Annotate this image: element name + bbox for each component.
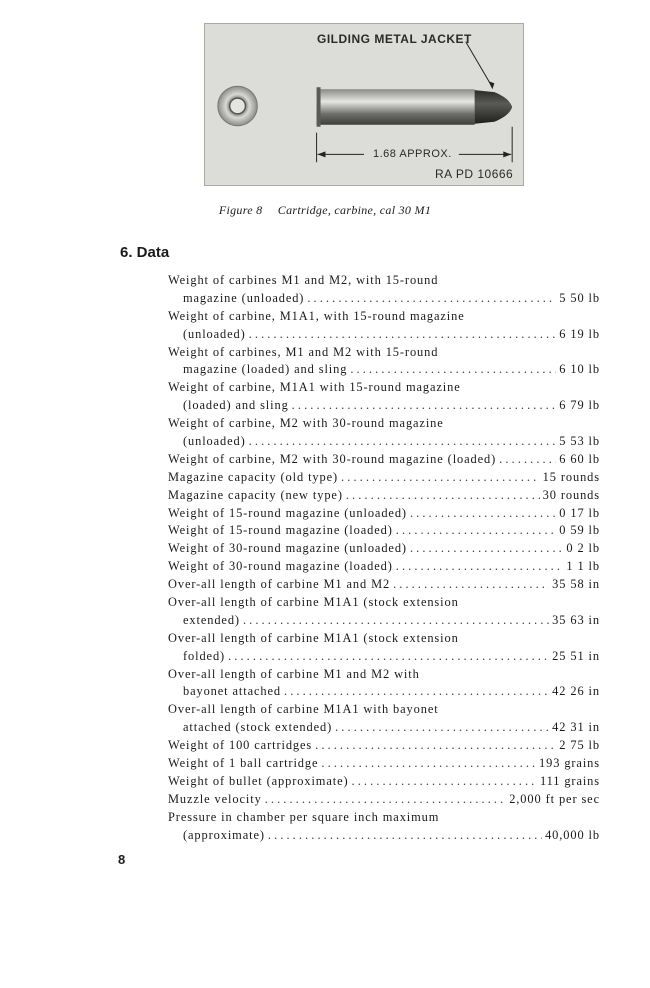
data-row-label: Weight of bullet (approximate)	[168, 773, 349, 788]
data-row-value: 0 17 lb	[559, 505, 600, 520]
data-row-value: 6 19 lb	[559, 326, 600, 341]
data-row	[168, 809, 600, 827]
dimension-label: 1.68 APPROX.	[373, 148, 452, 160]
data-row-value: 2 75 lb	[559, 738, 600, 753]
data-row	[168, 344, 600, 362]
leader-dots	[335, 719, 549, 737]
data-row	[168, 791, 600, 809]
data-row-label: Weight of carbine, M2 with 30-round magazine (loaded)	[168, 451, 497, 466]
data-row-value: 15 rounds	[542, 469, 600, 484]
figure-caption	[0, 203, 650, 218]
data-row-value: 1 1 lb	[566, 559, 600, 574]
data-row-value: 0 2 lb	[566, 541, 600, 556]
data-row-label: Magazine capacity (old type)	[168, 469, 339, 484]
data-row	[168, 773, 600, 791]
data-row-value: 30 rounds	[542, 487, 600, 502]
leader-dots	[249, 326, 557, 344]
data-row-label: attached (stock extended)	[183, 720, 333, 735]
data-row	[168, 827, 600, 845]
data-row	[168, 505, 600, 523]
data-row-label: (loaded) and sling	[183, 398, 289, 413]
data-row	[168, 308, 600, 326]
leader-dots	[396, 522, 557, 540]
data-row	[168, 630, 600, 648]
data-row-value: 0 59 lb	[559, 523, 600, 538]
data-row-value: 6 10 lb	[559, 362, 600, 377]
data-row	[168, 415, 600, 433]
data-row-value: 2,000 ft per sec	[509, 791, 600, 806]
data-row-label: Weight of 1 ball cartridge	[168, 756, 319, 771]
leader-dots	[265, 791, 507, 809]
leader-dots	[346, 487, 540, 505]
data-row-label: (unloaded)	[183, 434, 246, 449]
leader-dots	[249, 433, 557, 451]
data-row-label: Magazine capacity (new type)	[168, 487, 343, 502]
data-row-label: Over-all length of carbine M1A1 with bayonet	[168, 702, 439, 717]
caption-number: Figure 8	[218, 203, 263, 217]
leader-dots	[393, 576, 549, 594]
data-row-label: Weight of carbine, M2 with 30-round magazine	[168, 416, 444, 431]
data-row-value: 35 58 in	[552, 577, 600, 592]
data-row-label: extended)	[183, 612, 240, 627]
data-row-label: Weight of carbine, M1A1, with 15-round magazine	[168, 308, 465, 323]
data-row-value: 42 26 in	[552, 684, 600, 699]
leader-dots	[321, 755, 536, 773]
leader-dots	[352, 773, 537, 791]
figure-reference: RA PD 10666	[435, 167, 514, 181]
data-row	[168, 737, 600, 755]
data-row	[168, 272, 600, 290]
data-row-label: magazine (loaded) and sling	[183, 362, 348, 377]
data-row-label: Weight of 30-round magazine (loaded)	[168, 559, 393, 574]
data-row-label: Muzzle velocity	[168, 791, 262, 806]
leader-dots	[410, 540, 563, 558]
data-list	[168, 272, 600, 845]
data-row-label: Weight of 100 cartridges	[168, 738, 313, 753]
section-title: 6. Data	[120, 244, 170, 261]
data-row	[168, 469, 600, 487]
data-row-label: Pressure in chamber per square inch maximum	[168, 809, 440, 824]
data-row	[168, 576, 600, 594]
data-row-label: folded)	[183, 648, 226, 663]
data-row-value: 6 60 lb	[559, 451, 600, 466]
data-row	[168, 397, 600, 415]
leader-dots	[243, 612, 549, 630]
data-row-value: 193 grains	[539, 756, 600, 771]
leader-dots	[341, 469, 540, 487]
data-row	[168, 379, 600, 397]
leader-dots	[292, 397, 557, 415]
data-row-value: 111 grains	[539, 773, 600, 788]
data-row-label: Weight of carbines, M1 and M2 with 15-round	[168, 344, 439, 359]
data-row	[168, 612, 600, 630]
data-row	[168, 290, 600, 308]
data-row-label: Over-all length of carbine M1 and M2	[168, 577, 391, 592]
leader-dots	[315, 737, 556, 755]
data-row	[168, 433, 600, 451]
data-row	[168, 326, 600, 344]
data-row-label: Weight of 30-round magazine (unloaded)	[168, 541, 407, 556]
leader-dots	[350, 361, 556, 379]
data-row-label: Weight of carbine, M1A1 with 15-round magazine	[168, 380, 461, 395]
leader-dots	[284, 683, 549, 701]
data-row	[168, 451, 600, 469]
data-row	[168, 522, 600, 540]
data-row-label: Over-all length of carbine M1A1 (stock extension	[168, 630, 459, 645]
data-row	[168, 558, 600, 576]
data-row-value: 35 63 in	[552, 612, 600, 627]
data-row-label: Over-all length of carbine M1A1 (stock extension	[168, 595, 459, 610]
data-row-value: 40,000 lb	[545, 827, 600, 842]
caption-text: Cartridge, carbine, cal 30 M1	[277, 203, 432, 217]
data-row-value: 5 53 lb	[559, 434, 600, 449]
data-row-value: 25 51 in	[552, 648, 600, 663]
data-row	[168, 594, 600, 612]
data-row-value: 42 31 in	[552, 720, 600, 735]
cartridge-illustration	[205, 24, 523, 185]
leader-dots	[268, 827, 542, 845]
data-row	[168, 361, 600, 379]
jacket-label: GILDING METAL JACKET	[317, 32, 472, 46]
data-row-value: 6 79 lb	[559, 398, 600, 413]
data-row	[168, 487, 600, 505]
data-row-value: 5 50 lb	[559, 290, 600, 305]
data-row-label: Weight of carbines M1 and M2, with 15-round	[168, 273, 439, 287]
data-row	[168, 648, 600, 666]
data-row-label: (approximate)	[183, 827, 265, 842]
data-row	[168, 755, 600, 773]
leader-dots	[228, 648, 549, 666]
leader-dots	[499, 451, 556, 469]
leader-dots	[410, 505, 556, 523]
leader-dots	[307, 290, 556, 308]
data-row	[168, 540, 600, 558]
data-row	[168, 683, 600, 701]
data-row-label: bayonet attached	[183, 684, 281, 699]
data-row-label: Over-all length of carbine M1 and M2 with	[168, 666, 420, 681]
leader-dots	[396, 558, 564, 576]
data-row-label: Weight of 15-round magazine (unloaded)	[168, 505, 407, 520]
page-number: 8	[118, 852, 126, 867]
data-row	[168, 701, 600, 719]
data-row-label: magazine (unloaded)	[183, 290, 305, 305]
cartridge-figure	[204, 23, 524, 186]
data-row	[168, 719, 600, 737]
data-row	[168, 666, 600, 684]
data-row-label: (unloaded)	[183, 326, 246, 341]
data-row-label: Weight of 15-round magazine (loaded)	[168, 523, 393, 538]
